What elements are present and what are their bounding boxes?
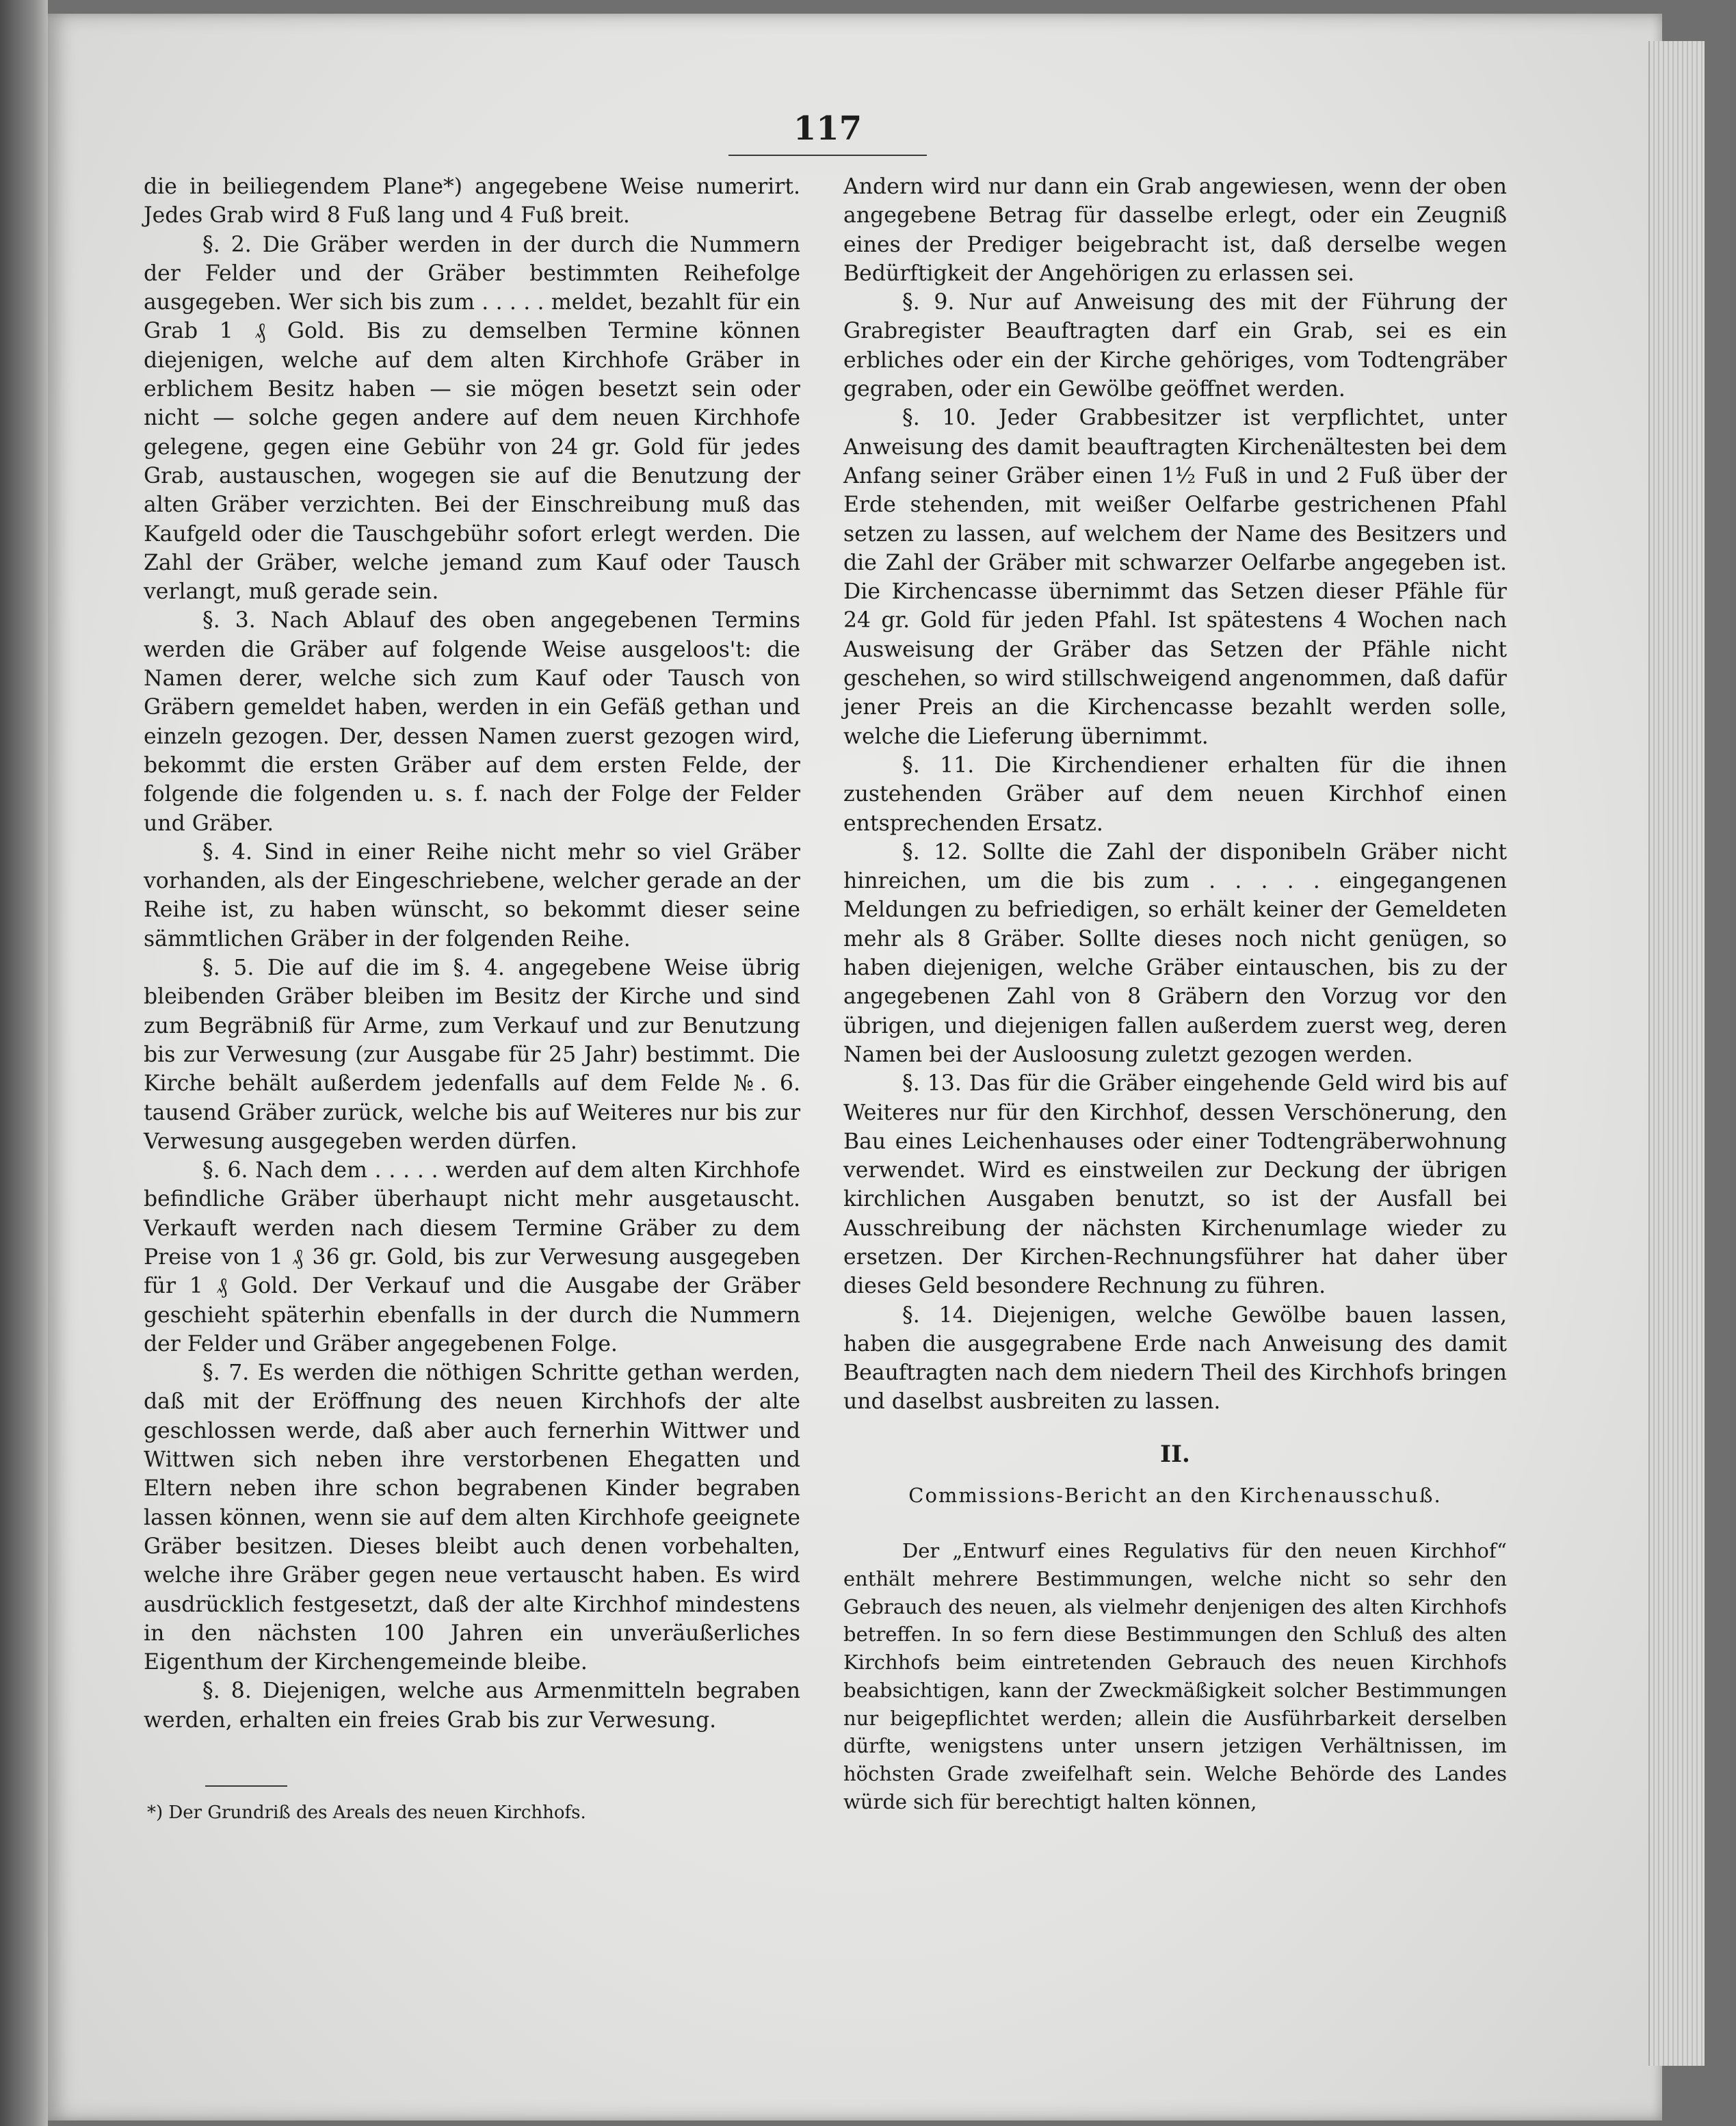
left-column	[144, 172, 800, 1735]
footnote: *) Der Grundriß des Areals des neuen Kirchhofs.	[147, 1802, 586, 1823]
paragraph-13: §. 13. Das für die Gräber eingehende Geld wird bis auf Weiteres nur für den Kirchhof, dessen Verschönerung, den Bau eines Leichenhauses oder einer Todtengräberwohnung verwendet. Wird es einstweilen zur Deckung der übrigen kirchlichen Ausgaben benutzt, so ist der Ausfall bei Ausschreibung der nächsten Kirchenumlage wieder zu ersetzen. Der Kirchen-Rechnungsführer hat daher über dieses Geld besondere Rechnung zu führen.	[843, 1071, 1507, 1299]
paragraph-8: §. 8. Diejenigen, welche aus Armenmitteln begraben werden, erhalten ein freies Grab bis zur Verwesung.	[144, 1679, 800, 1733]
book-spine-shadow	[0, 0, 48, 2126]
footnote-rule	[205, 1785, 287, 1787]
paragraph-5: §. 5. Die auf die im §. 4. angegebene Weise übrig bleibenden Gräber bleiben im Besitz der Kirche und sind zum Begräbniß für Arme, zum Verkauf und zur Benutzung bis zur Verwesung (zur Ausgabe für 25 Jahr) bestimmt. Die Kirche behält außerdem jedenfalls auf dem Felde №. 6. tausend Gräber zurück, welche bis auf Weiteres nur bis zur Verwesung ausgegeben werden dürfen.	[144, 956, 800, 1154]
paragraph-6: §. 6. Nach dem . . . . . werden auf dem alten Kirchhofe befindliche Gräber überhaupt nicht mehr ausgetauscht. Verkauft werden nach diesem Termine Gräber zu dem Preise von 1 ₰ 36 gr. Gold, bis zur Verwesung ausgegeben für 1 ₰ Gold. Der Verkauf und die Ausgabe der Gräber geschieht späterhin ebenfalls in der durch die Nummern der Felder und Gräber angegebenen Folge.	[144, 1158, 800, 1356]
section-numeral: II.	[1160, 1440, 1190, 1468]
left-paragraph: die in beiliegendem Plane*) angegebene Weise numerirt. Jedes Grab wird 8 Fuß lang und 4 Fuß breit.	[144, 174, 800, 228]
paragraph-10: §. 10. Jeder Grabbesitzer ist verpflichtet, unter Anweisung des damit beauftragten Kirchenältesten bei dem Anfang seiner Gräber einen 1½ Fuß in und 2 Fuß über der Erde stehenden, mit weißer Oelfarbe gestrichenen Pfahl setzen zu lassen, auf welchem der Name des Besitzers und die Zahl der Gräber mit schwarzer Oelfarbe angegeben ist. Die Kirchencasse übernimmt das Setzen dieser Pfähle für 24 gr. Gold für jeden Pfahl. Ist spätestens 4 Wochen nach Ausweisung der Gräber das Setzen der Pfähle nicht geschehen, so wird stillschweigend angenommen, daß dafür jener Preis an die Kirchencasse bezahlt werden solle, welche die Lieferung übernimmt.	[843, 406, 1507, 749]
section-title: Commissions-Bericht an den Kirchenausschuß.	[908, 1484, 1442, 1508]
header-rule	[728, 155, 927, 156]
paragraph-12: §. 12. Sollte die Zahl der disponibeln Gräber nicht hinreichen, um die bis zum . . . . . eingegangenen Meldungen zu befriedigen, so erhält keiner der Gemeldeten mehr als 8 Gräber. Sollte dieses noch nicht genügen, so haben diejenigen, welche Gräber eintauschen, bis zu der angegebenen Zahl von 8 Gräbern den Vorzug vor den übrigen, und diejenigen fallen außerdem zuerst weg, deren Namen bei der Ausloosung zuletzt gezogen werden.	[843, 839, 1507, 1067]
paragraph-7: §. 7. Es werden die nöthigen Schritte gethan werden, daß mit der Eröffnung des neuen Kirchhofs der alte geschlossen werde, daß aber auch fernerhin Wittwer und Wittwen sich neben ihre verstorbenen Ehegatten und Eltern neben ihre schon begrabenen Kinder begraben lassen können, wenn sie auf dem alten Kirchhofe geeignete Gräber besitzen. Dieses bleibt auch denen vorbehalten, welche ihre Gräber gegen neue vertauscht haben. Es wird ausdrücklich festgesetzt, daß der alte Kirchhof mindestens in den nächsten 100 Jahren ein unveräußerliches Eigenthum der Kirchengemeinde bleibe.	[144, 1361, 800, 1675]
page-stack-edge	[1648, 41, 1705, 2066]
page-number: 117	[793, 109, 863, 148]
paragraph-4: §. 4. Sind in einer Reihe nicht mehr so viel Gräber vorhanden, als der Eingeschriebene, welcher gerade an der Reihe ist, zu haben wünscht, so bekommt dieser seine sämmtlichen Gräber in der folgenden Reihe.	[144, 839, 800, 952]
paragraph-2: §. 2. Die Gräber werden in der durch die Nummern der Felder und der Gräber bestimmten Reihefolge ausgegeben. Wer sich bis zum . . . . . meldet, bezahlt für ein Grab 1 ₰ Gold. Bis zu demselben Termine können diejenigen, welche auf dem alten Kirchhofe Gräber in erblichem Besitz haben — sie mögen besetzt sein oder nicht — solche gegen andere auf dem neuen Kirchhofe gelegene, gegen eine Gebühr von 24 gr. Gold für jedes Grab, austauschen, wogegen sie auf die Benutzung der alten Gräber verzichten. Bei der Einschreibung muß das Kaufgeld oder die Tauschgebühr sofort erlegt werden. Die Zahl der Gräber, welche jemand zum Kauf oder Tausch verlangt, muß gerade sein.	[144, 232, 800, 605]
paragraph-3: §. 3. Nach Ablauf des oben angegebenen Termins werden die Gräber auf folgende Weise ausgeloos't: die Namen derer, welche sich zum Kauf oder Tausch von Gräbern gemeldet haben, werden in ein Gefäß gethan und einzeln gezogen. Der, dessen Namen zuerst gezogen wird, bekommt die ersten Gräber auf dem ersten Felde, der folgende die folgenden u. s. f. nach der Folge der Felder und Gräber.	[144, 608, 800, 836]
right-column	[843, 172, 1507, 1815]
section-body: Der „Entwurf eines Regulativs für den neuen Kirchhof“ enthält mehrere Bestimmungen, welche nicht so sehr den Gebrauch des neuen, als vielmehr denjenigen des alten Kirchhofs betreffen. In so fern diese Bestimmungen den Schluß des alten Kirchhofs beim eintretenden Gebrauch des neuen Kirchhofs beabsichtigen, kann der Zweckmäßigkeit solcher Bestimmungen nur beigepflichtet werden; allein die Ausführbarkeit derselben dürfte, wenigstens unter unsern jetzigen Verhältnissen, im höchsten Grade zweifelhaft sein. Welche Behörde des Landes würde sich für berechtigt halten können,	[843, 1539, 1507, 1813]
paragraph-11: §. 11. Die Kirchendiener erhalten für die ihnen zustehenden Gräber auf dem neuen Kirchhof einen entsprechenden Ersatz.	[843, 752, 1507, 836]
right-paragraph: Andern wird nur dann ein Grab angewiesen, wenn der oben angegebene Betrag für dasselbe erlegt, oder ein Zeugniß eines der Prediger beigebracht ist, daß derselbe wegen Bedürftigkeit der Angehörigen zu erlassen sei.	[843, 174, 1507, 286]
paragraph-14: §. 14. Diejenigen, welche Gewölbe bauen lassen, haben die ausgegrabene Erde nach Anweisung des damit Beauftragten nach dem niedern Theil des Kirchhofs bringen und daselbst ausbreiten zu lassen.	[843, 1302, 1507, 1415]
paragraph-9: §. 9. Nur auf Anweisung des mit der Führung der Grabregister Beauftragten darf ein Grab, sei es ein erbliches oder ein der Kirche gehöriges, vom Todtengräber gegraben, oder ein Gewölbe geöffnet werden.	[843, 290, 1507, 402]
